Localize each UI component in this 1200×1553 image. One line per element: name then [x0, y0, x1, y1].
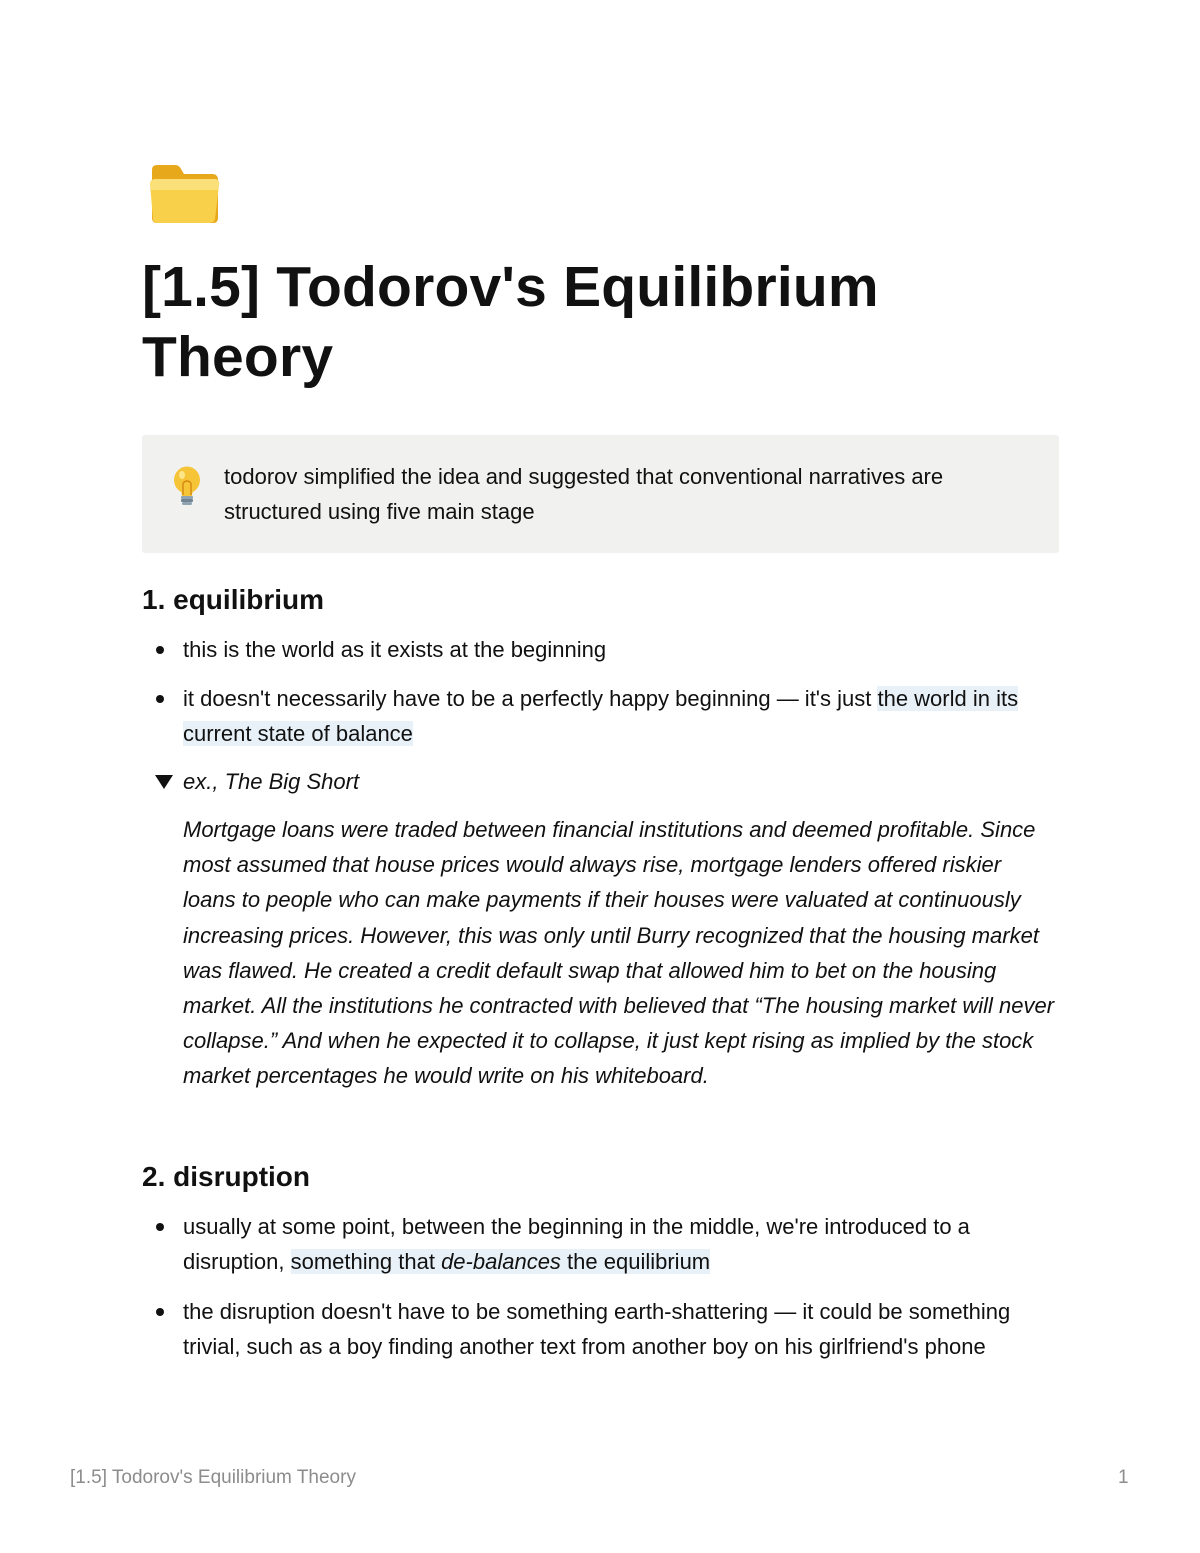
highlighted-text: the world in its current state of balance — [183, 686, 1019, 746]
text-run: the equilibrium — [560, 1249, 711, 1274]
section-heading-equilibrium: 1. equilibrium — [142, 584, 325, 615]
section-heading-disruption: 2. disruption — [142, 1161, 310, 1192]
list-item-text: this is the world as it exists at the beginning — [183, 637, 607, 662]
toggle-label-prefix: ex., — [183, 769, 225, 794]
callout-text: todorov simplified the idea and suggested that conventional narratives are structured using five main stage — [224, 464, 944, 524]
text-run: usually at some point, between the beginning in the middle, we're introduced to a disruption, — [183, 1214, 970, 1274]
folder-icon — [148, 160, 222, 226]
footer-page-number: 1 — [1118, 1467, 1129, 1488]
toggle-body-text: Mortgage loans were traded between financial institutions and deemed profitable. Since most assumed that house prices would always rise, mortgage lenders offered riskier loans to people who can make payments if their houses were valuated at continuously increasing prices. However, this was only until Burry recognized that the housing market was flawed. He created a credit default swap that allowed him to bet on the housing market. All the institutions he contracted with believed that “The housing market will never collapse.” And when he expected it to collapse, it just kept rising as implied by the stock market percentages he would write on his whiteboard. — [183, 817, 1055, 1089]
list-item-text — [183, 681, 1058, 751]
lightbulb-icon — [170, 465, 204, 507]
toggle-label[interactable] — [183, 764, 359, 799]
text-run: something that — [290, 1249, 442, 1274]
footer-title: [1.5] Todorov's Equilibrium Theory — [70, 1467, 356, 1488]
list-item-text: the disruption doesn't have to be something earth-shattering — it could be something trivial, such as a boy finding another text from another boy on his girlfriend's phone — [183, 1299, 1011, 1359]
toggle-triangle-icon[interactable] — [155, 775, 173, 789]
page-title: [1.5] Todorov's Equilibrium Theory — [142, 255, 879, 389]
list-item-text — [183, 1209, 1058, 1279]
bullet-dot — [156, 695, 164, 703]
callout-block — [142, 435, 1059, 553]
bullet-dot — [156, 646, 164, 654]
text-run: it doesn't necessarily have to be a perfectly happy beginning — it's just — [183, 686, 878, 711]
toggle-label-title: The Big Short — [224, 769, 360, 794]
italic-text: de-balances — [441, 1249, 561, 1274]
bullet-dot — [156, 1308, 164, 1316]
highlighted-text — [291, 1249, 711, 1274]
bullet-dot — [156, 1223, 164, 1231]
